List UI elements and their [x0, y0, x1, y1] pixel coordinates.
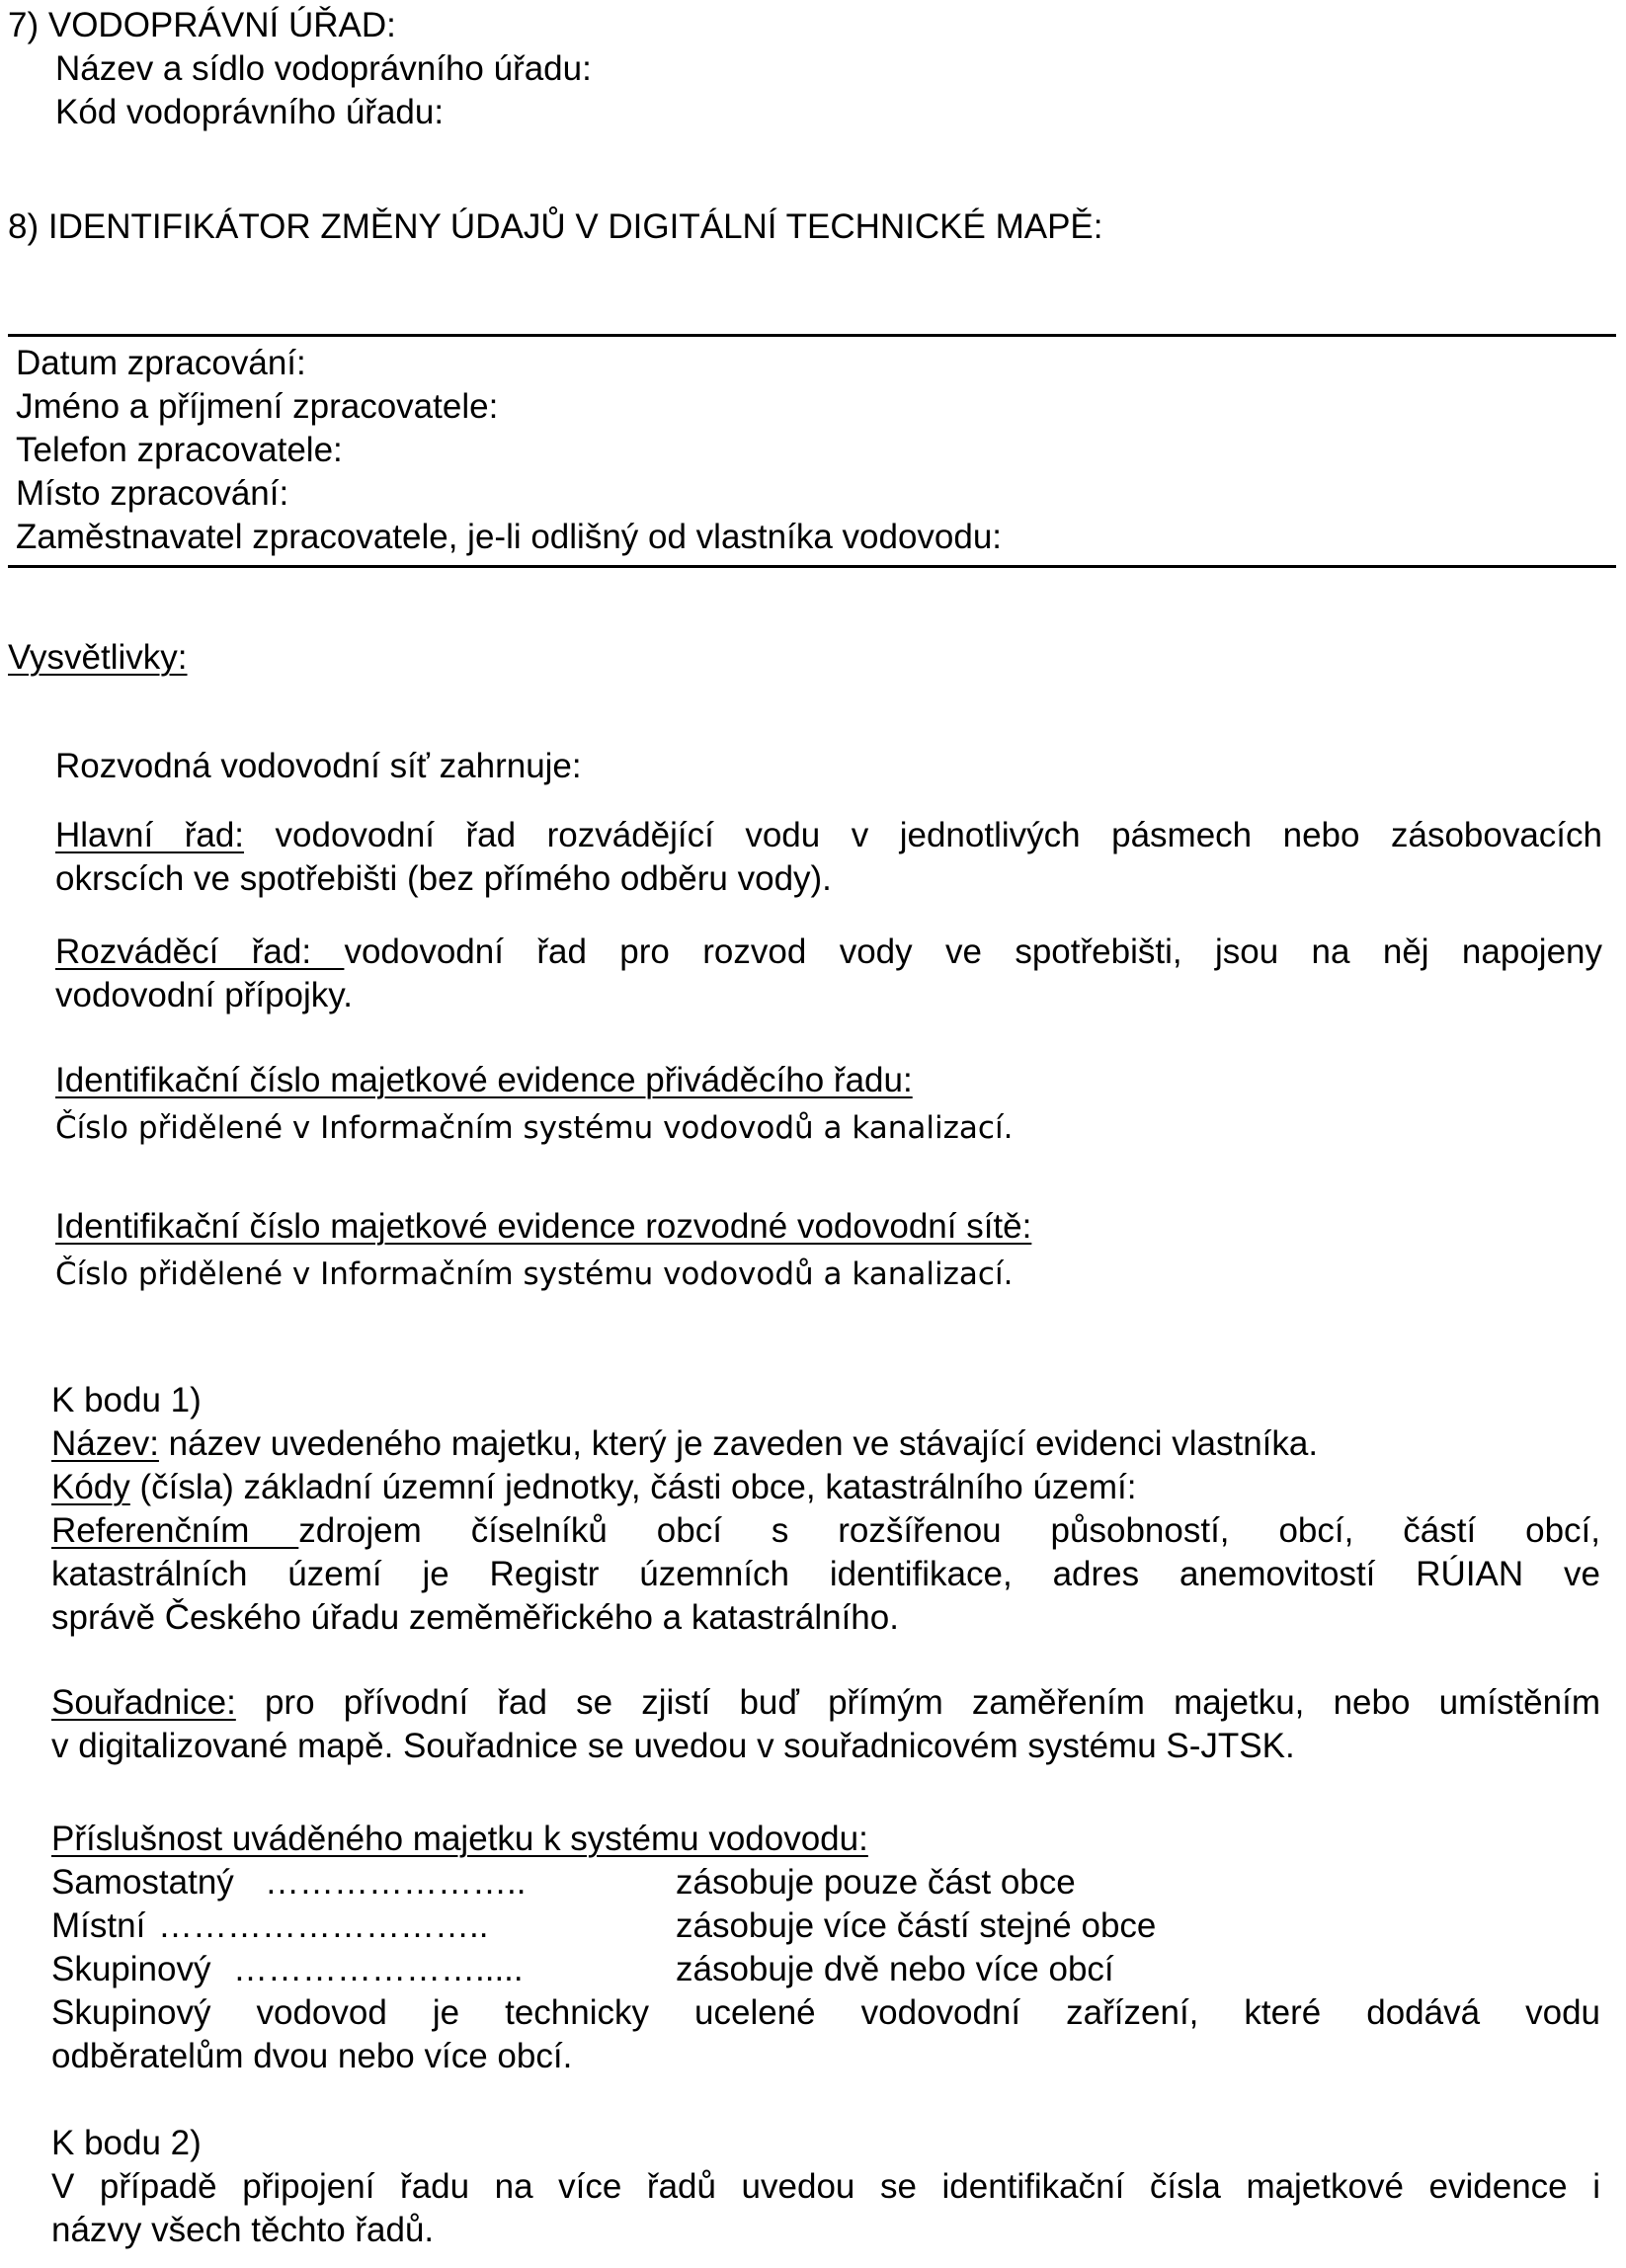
reference-line-1 [51, 1509, 1600, 1553]
reference-text-2: katastrálních území je Registr územních identifikace, adres anemovitostí RÚIAN ve [51, 1555, 1600, 1593]
distribution-pipe-text-2: vodovodní přípojky. [55, 976, 353, 1014]
coordinates-label: Souřadnice: [51, 1683, 236, 1722]
type-group-name: Skupinový [51, 1950, 211, 1988]
type-local-dots: ……………………….. [158, 1906, 489, 1945]
point-2-title: K bodu 2) [51, 2124, 202, 2162]
main-pipe-text-1: vodovodní řad rozvádějící vodu v jednotlivých pásmech nebo zásobovacích [244, 816, 1602, 854]
point-1-title: K bodu 1) [51, 1381, 202, 1419]
main-pipe-line-1 [55, 814, 1602, 857]
distribution-pipe-label: Rozváděcí řad: [55, 932, 345, 971]
type-local-desc: zásobuje více částí stejné obce [676, 1906, 1157, 1945]
top-divider [8, 334, 1616, 337]
codes-text: (čísla) základní územní jednotky, části obce, katastrálního území: [129, 1468, 1137, 1506]
section-8-heading: 8) IDENTIFIKÁTOR ZMĚNY ÚDAJŮ V DIGITÁLNÍ TECHNICKÉ MAPĚ: [8, 207, 1103, 246]
type-independent-dots: ………………….. [265, 1863, 527, 1902]
reference-label: Referenčním [51, 1511, 299, 1550]
system-membership-label: Příslušnost uváděného majetku k systému vodovodu: [51, 1820, 868, 1858]
codes-label: Kódy [51, 1468, 130, 1506]
id-feed-pipe-text: Číslo přidělené v Informačním systému vodovodů a kanalizací. [55, 1110, 1014, 1146]
main-pipe-text-2: okrscích ve spotřebišti (bez přímého odběru vody). [55, 859, 832, 898]
main-pipe-label: Hlavní řad: [55, 816, 245, 854]
distribution-pipe-line-1 [55, 931, 1602, 974]
group-system-text-2: odběratelům dvou nebo více obcí. [51, 2037, 573, 2075]
group-system-text-1: Skupinový vodovod je technicky ucelené vodovodní zařízení, které dodává vodu [51, 1993, 1600, 2032]
type-independent-name: Samostatný [51, 1863, 234, 1902]
name-label: Název: [51, 1424, 159, 1463]
processor-name-label: Jméno a příjmení zpracovatele: [16, 387, 499, 426]
water-authority-code-label: Kód vodoprávního úřadu: [55, 93, 445, 131]
name-line [51, 1422, 1318, 1466]
legend-title: Vysvětlivky: [8, 638, 188, 677]
point-2-text-2: názvy všech těchto řadů. [51, 2211, 435, 2249]
coordinates-text-2: v digitalizované mapě. Souřadnice se uvedou v souřadnicovém systému S-JTSK. [51, 1727, 1295, 1765]
id-network-text: Číslo přidělené v Informačním systému vodovodů a kanalizací. [55, 1256, 1014, 1292]
reference-text-3: správě Českého úřadu zeměměřického a katastrálního. [51, 1598, 899, 1637]
type-group-desc: zásobuje dvě nebo více obcí [676, 1950, 1114, 1988]
name-text: název uvedeného majetku, který je zaveden ve stávající evidenci vlastníka. [158, 1424, 1319, 1463]
distribution-pipe-text-1: vodovodní řad pro rozvod vody ve spotřebišti, jsou na něj napojeny [344, 932, 1603, 971]
id-network-label: Identifikační číslo majetkové evidence rozvodné vodovodní sítě: [55, 1207, 1032, 1246]
section-7-heading: 7) VODOPRÁVNÍ ÚŘAD: [8, 6, 396, 44]
water-authority-name-label: Název a sídlo vodoprávního úřadu: [55, 49, 592, 88]
point-2-text-1: V případě připojení řadu na více řadů uvedou se identifikační čísla majetkové evidence i [51, 2167, 1600, 2206]
id-feed-pipe-label: Identifikační číslo majetkové evidence přiváděcího řadu: [55, 1061, 913, 1099]
coordinates-line-1 [51, 1681, 1600, 1725]
bottom-divider [8, 565, 1616, 568]
reference-text-1: zdrojem číselníků obcí s rozšířenou působností, obcí, částí obcí, [298, 1511, 1600, 1550]
network-intro: Rozvodná vodovodní síť zahrnuje: [55, 747, 582, 785]
processor-phone-label: Telefon zpracovatele: [16, 431, 343, 469]
coordinates-text-1: pro přívodní řad se zjistí buď přímým zaměřením majetku, nebo umístěním [235, 1683, 1600, 1722]
type-independent-desc: zásobuje pouze část obce [676, 1863, 1076, 1902]
processing-date-label: Datum zpracování: [16, 344, 306, 382]
type-group-dots: …………………..... [233, 1950, 524, 1988]
processing-place-label: Místo zpracování: [16, 474, 289, 513]
processor-employer-label: Zaměstnavatel zpracovatele, je-li odlišný od vlastníka vodovodu: [16, 518, 1003, 556]
codes-line [51, 1466, 1137, 1509]
type-local-name: Místní [51, 1906, 146, 1945]
